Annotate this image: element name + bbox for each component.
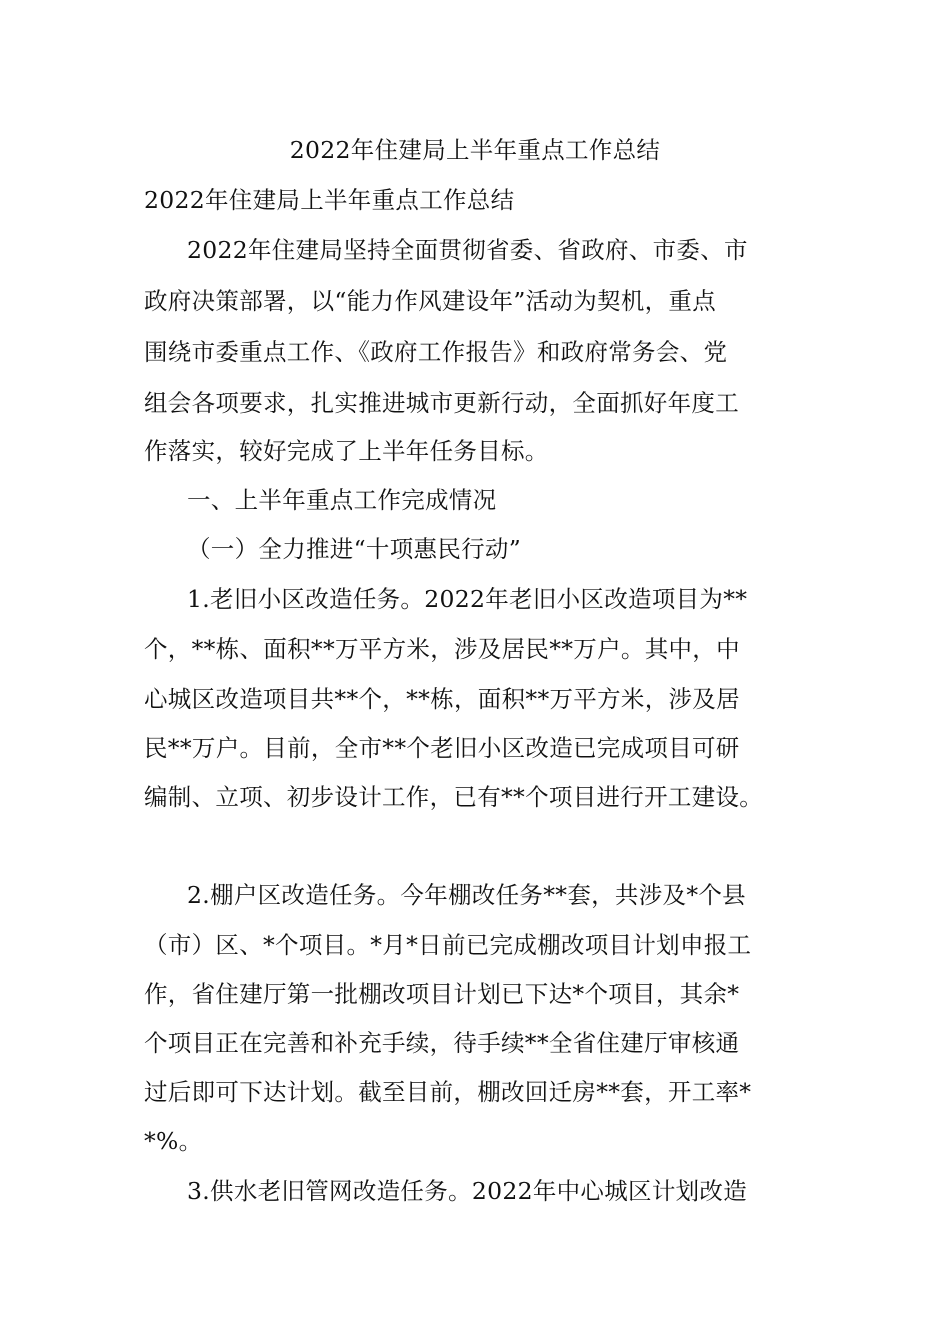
section-heading: 一、上半年重点工作完成情况 — [187, 486, 497, 514]
item1-line-4: 民**万户。目前，全市**个老旧小区改造已完成项目可研 — [144, 734, 740, 762]
item1-line-1: 1.老旧小区改造任务。2022年老旧小区改造项目为** — [187, 585, 748, 613]
intro-line-4: 组会各项要求，扎实推进城市更新行动，全面抓好年度工 — [144, 389, 739, 417]
item2-line-4: 个项目正在完善和补充手续，待手续**全省住建厅审核通 — [144, 1029, 740, 1057]
item2-line-6: *%。 — [144, 1127, 203, 1155]
item2-line-1: 2.棚户区改造任务。今年棚改任务**套，共涉及*个县 — [187, 881, 746, 909]
intro-line-1: 2022年住建局坚持全面贯彻省委、省政府、市委、市 — [187, 236, 748, 264]
item3-line-1: 3.供水老旧管网改造任务。2022年中心城区计划改造 — [187, 1177, 748, 1205]
item2-line-2: （市）区、*个项目。*月*日前已完成棚改项目计划申报工 — [144, 931, 752, 959]
item1-line-3: 心城区改造项目共**个，**栋，面积**万平方米，涉及居 — [144, 685, 740, 713]
item2-line-3: 作，省住建厅第一批棚改项目计划已下达*个项目，其余* — [144, 980, 740, 1008]
intro-line-5: 作落实，较好完成了上半年任务目标。 — [144, 437, 549, 465]
intro-line-2: 政府决策部署，以“能力作风建设年”活动为契机，重点 — [144, 287, 717, 315]
document-subtitle: 2022年住建局上半年重点工作总结 — [144, 186, 515, 214]
item1-line-2: 个，**栋、面积**万平方米，涉及居民**万户。其中，中 — [144, 635, 740, 663]
subsection-heading: （一）全力推进“十项惠民行动” — [187, 535, 522, 563]
intro-line-3: 围绕市委重点工作、《政府工作报告》和政府常务会、党 — [144, 338, 728, 366]
item1-line-5: 编制、立项、初步设计工作，已有**个项目进行开工建设。 — [144, 783, 764, 811]
document-title: 2022年住建局上半年重点工作总结 — [289, 136, 661, 164]
item2-line-5: 过后即可下达计划。截至目前，棚改回迁房**套，开工率* — [144, 1078, 752, 1106]
